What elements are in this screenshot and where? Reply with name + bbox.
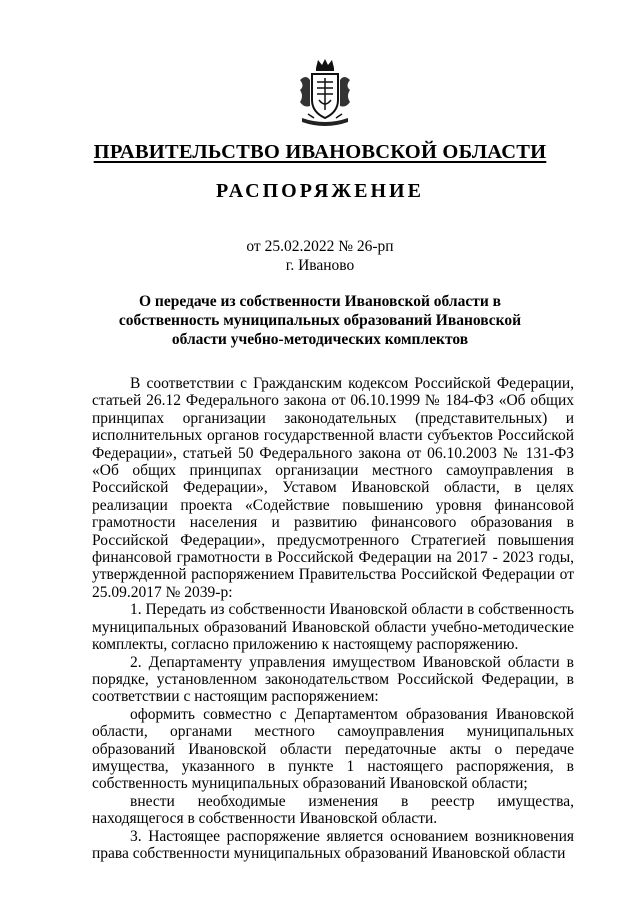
government-title-text: ПРАВИТЕЛЬСТВО ИВАНОВСКОЙ ОБЛАСТИ: [93, 141, 547, 163]
body-paragraph: внести необходимые изменения в реестр имущества, находящегося в собственности Ивановской области.: [92, 792, 574, 828]
date-number: от 25.02.2022 № 26-рп: [246, 238, 394, 255]
government-title: [0, 141, 640, 164]
body-paragraph: 3. Настоящее распоряжение является основанием возникновения права собственности муниципальных образований Ивановской области: [92, 827, 574, 862]
document-type: РАСПОРЯЖЕНИЕ: [216, 180, 424, 202]
body-paragraph: 1. Передать из собственности Ивановской области в собственность муниципальных образований Ивановской области учебно-методические комплекты, согласно приложению к настоящему распоряжению.: [92, 601, 574, 654]
document-body: [92, 375, 574, 862]
document-subject: О передаче из собственности Ивановской области в собственность муниципальных образований Ивановской области учебно-методических комплектов: [118, 293, 522, 348]
body-paragraph: оформить совместно с Департаментом образования Ивановской области, органами местного самоуправления муниципальных образований Ивановской области передаточные акты о передаче имущества, указанного в пункте 1 настоящего распоряжения, в собственность муниципальных образований Ивановской области;: [92, 705, 574, 793]
coat-of-arms-icon: [294, 58, 356, 128]
body-paragraph: В соответствии с Гражданским кодексом Российской Федерации, статьей 26.12 Федерального закона от 06.10.1999 № 184-ФЗ «Об общих принципах организации законодательных (представительных) и исполнительных органов государственной власти субъектов Российской Федерации», статьей 50 Федерального закона от 06.10.2003 № 131-ФЗ «Об общих принципах организации местного самоуправления в Российской Федерации», Уставом Ивановской области, в целях реализации проекта «Содействие повышению уровня финансовой грамотности населения и развитию финансового образования в Российской Федерации», предусмотренного Стратегией повышения финансовой грамотности в Российской Федерации на 2017 - 2023 годы, утвержденной распоряжением Правительства Российской Федерации от 25.09.2017 № 2039-р:: [92, 375, 574, 601]
body-paragraph: 2. Департаменту управления имуществом Ивановской области в порядке, установленном законодательством Российской Федерации, в соответствии с настоящим распоряжением:: [92, 653, 574, 706]
city: г. Иваново: [285, 257, 355, 274]
